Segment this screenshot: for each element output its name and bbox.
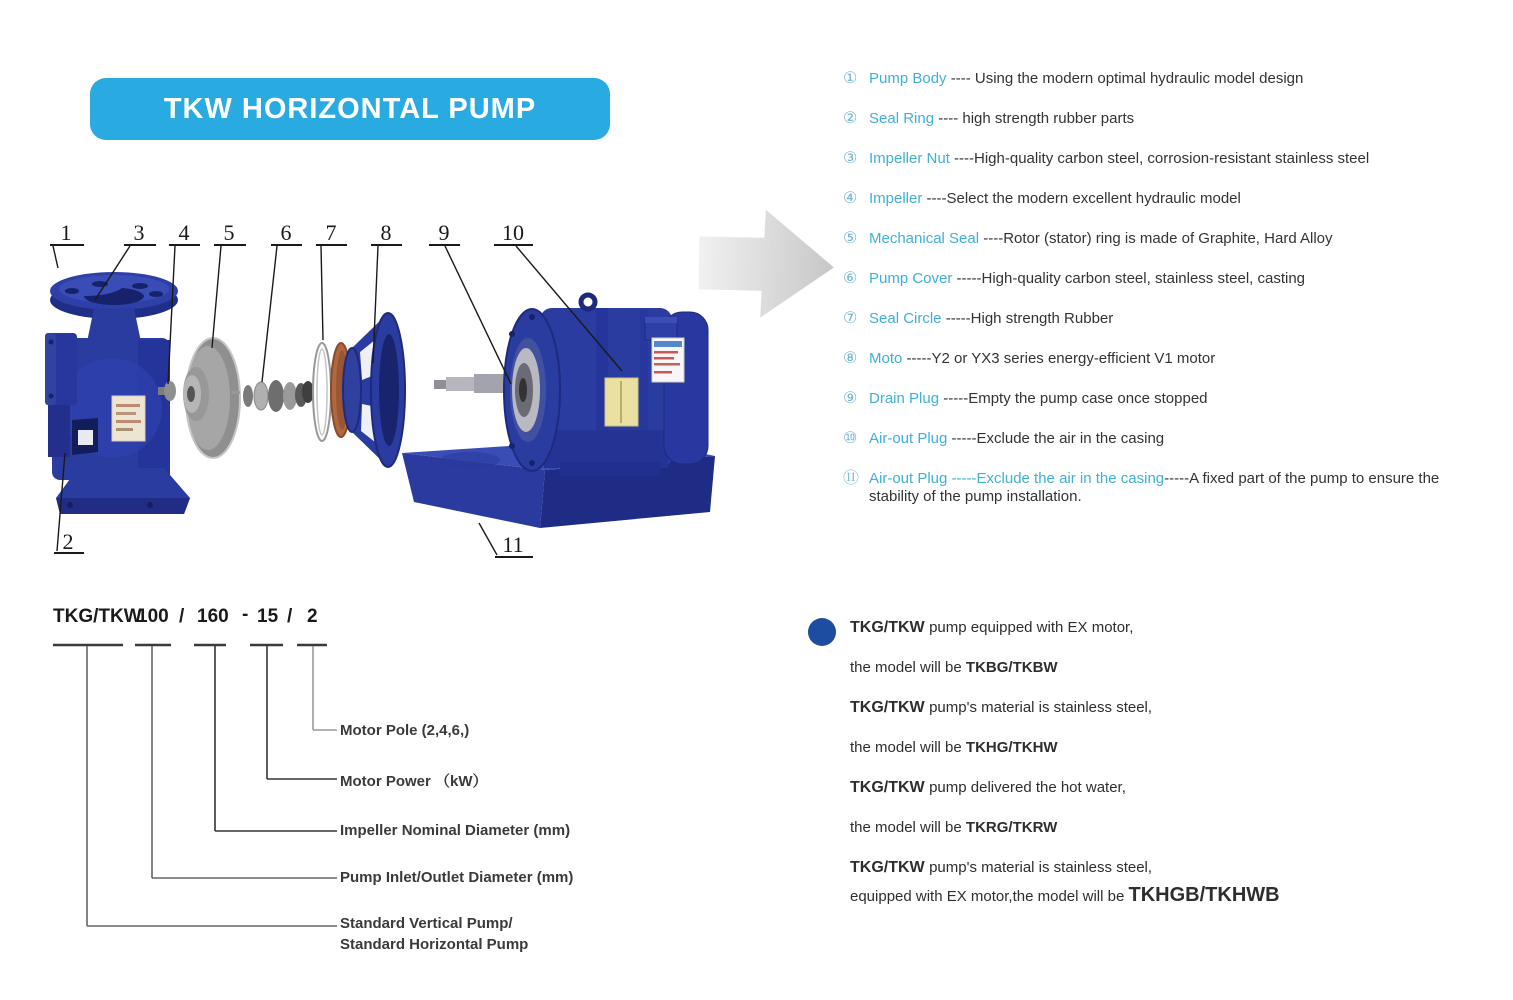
part-number-icon: ⑨: [843, 390, 858, 407]
callout-9: 9: [438, 220, 450, 245]
part-number-icon: ②: [843, 110, 858, 127]
part-number-icon: ⑤: [843, 230, 858, 247]
callout-7: 7: [325, 220, 337, 245]
impeller-illustration: [158, 338, 240, 458]
note-line: [850, 738, 1490, 757]
label-standard-vertical-pump: Standard Vertical Pump/: [340, 915, 513, 932]
part-number-icon: ⑦: [843, 310, 858, 327]
label-inlet-outlet-diameter: Pump Inlet/Outlet Diameter (mm): [340, 869, 574, 886]
part-item: [843, 390, 1493, 408]
part-name: Air-out Plug: [869, 470, 948, 487]
model-motor-power: 15: [257, 606, 279, 627]
label-standard-horizontal-pump: Standard Horizontal Pump: [340, 936, 529, 953]
part-desc: -----High-quality carbon steel, stainless steel, casting: [952, 270, 1306, 287]
part-desc: -----A fixed part of the pump to ensure the stability of the pump installation.: [869, 470, 1440, 505]
part-item: [843, 470, 1493, 506]
part-desc: -----Empty the pump case once stopped: [939, 390, 1208, 407]
part-desc: ----Select the modern excellent hydraulic model: [922, 190, 1241, 207]
part-item: [843, 350, 1493, 368]
part-desc: -----Y2 or YX3 series energy-efficient V1 motor: [902, 350, 1216, 367]
note-segment: TKG/TKW: [850, 699, 930, 716]
note-segment: TKHGB/TKHWB: [1128, 884, 1280, 906]
part-item: [843, 310, 1493, 328]
part-text: [869, 190, 1489, 208]
note-segment: the model will be: [850, 739, 966, 756]
bullet-icon: [808, 618, 836, 646]
callout-10: 10: [502, 220, 524, 245]
note-segment: TKBG/TKBW: [965, 659, 1058, 676]
note-line: [850, 858, 1490, 877]
label-motor-pole: Motor Pole (2,4,6,): [340, 722, 470, 739]
part-desc: ----High-quality carbon steel, corrosion-resistant stainless steel: [949, 150, 1370, 167]
parts-list: [843, 70, 1493, 528]
part-number-icon: ⑩: [843, 430, 858, 447]
part-number-icon: ⑪: [843, 470, 860, 487]
model-motor-pole: 2: [307, 606, 318, 627]
part-text: [869, 110, 1489, 128]
part-name: Seal Circle: [869, 310, 942, 327]
part-number-icon: ④: [843, 190, 858, 207]
part-number-icon: ③: [843, 150, 858, 167]
part-desc: ---- high strength rubber parts: [934, 110, 1135, 127]
note-line: [850, 618, 1490, 637]
part-text: [869, 70, 1489, 88]
part-item: [843, 190, 1493, 208]
model-connector-lines: [53, 645, 337, 926]
part-desc-highlight: -----Exclude the air in the casing: [947, 470, 1165, 487]
callout-4: 4: [178, 220, 190, 245]
note-segment: the model will be: [850, 659, 966, 676]
note-line: [850, 818, 1490, 837]
note-segment: TKG/TKW: [850, 779, 930, 796]
note-segment: pump's material is stainless steel,: [929, 699, 1153, 716]
part-item: [843, 230, 1493, 248]
note-segment: TKG/TKW: [850, 619, 930, 636]
part-name: Pump Body: [869, 70, 947, 87]
part-text: [869, 430, 1489, 448]
part-name: Drain Plug: [869, 390, 940, 407]
part-item: [843, 70, 1493, 88]
part-name: Impeller: [869, 190, 923, 207]
part-desc: -----High strength Rubber: [941, 310, 1114, 327]
model-series: TKG/TKW: [53, 606, 142, 627]
part-name: Mechanical Seal: [869, 230, 980, 247]
callout-5: 5: [223, 220, 235, 245]
model-variant-notes: [850, 618, 1490, 927]
transition-arrow-icon: [695, 206, 836, 321]
part-name: Moto: [869, 350, 903, 367]
label-impeller-diameter: Impeller Nominal Diameter (mm): [340, 822, 571, 839]
model-separator: -: [242, 604, 249, 625]
page-title: TKW HORIZONTAL PUMP: [163, 92, 537, 125]
part-item: [843, 110, 1493, 128]
label-motor-power: Motor Power （kW）: [340, 773, 488, 790]
part-text: [869, 390, 1489, 408]
part-text: [869, 350, 1489, 368]
model-inlet-diameter: 100: [137, 606, 169, 627]
part-name: Air-out Plug: [869, 430, 948, 447]
note-line: [850, 778, 1490, 797]
model-separator: /: [287, 606, 293, 627]
note-segment: pump's material is stainless steel,: [929, 859, 1153, 876]
pump-cover-illustration: [313, 313, 405, 467]
note-line: [850, 886, 1490, 906]
part-number-icon: ⑧: [843, 350, 858, 367]
callout-2: 2: [62, 529, 74, 554]
part-text: [869, 150, 1489, 168]
callout-8: 8: [380, 220, 392, 245]
part-name: Impeller Nut: [869, 150, 950, 167]
note-segment: TKRG/TKRW: [965, 819, 1058, 836]
part-desc: -----Exclude the air in the casing: [947, 430, 1165, 447]
callout-11: 11: [502, 532, 524, 557]
part-desc: ----Rotor (stator) ring is made of Graphite, Hard Alloy: [979, 230, 1333, 247]
part-name: Seal Ring: [869, 110, 935, 127]
model-impeller-diameter: 160: [197, 606, 229, 627]
part-item: [843, 150, 1493, 168]
part-text: [869, 270, 1489, 288]
part-item: [843, 270, 1493, 288]
part-item: [843, 430, 1493, 448]
part-name: Pump Cover: [869, 270, 953, 287]
part-text: [869, 470, 1489, 506]
note-segment: TKHG/TKHW: [965, 739, 1058, 756]
part-number-icon: ①: [843, 70, 858, 87]
note-segment: equipped with EX motor,the model will be: [850, 888, 1129, 905]
callout-6: 6: [280, 220, 292, 245]
part-text: [869, 230, 1489, 248]
part-desc: ---- Using the modern optimal hydraulic model design: [946, 70, 1304, 87]
note-segment: pump equipped with EX motor,: [929, 619, 1134, 636]
note-line: [850, 658, 1490, 677]
model-separator: /: [179, 606, 185, 627]
part-text: [869, 310, 1489, 328]
note-segment: the model will be: [850, 819, 966, 836]
note-segment: pump delivered the hot water,: [929, 779, 1126, 796]
mechanical-seal-illustration: [232, 380, 314, 412]
note-segment: TKG/TKW: [850, 859, 930, 876]
part-number-icon: ⑥: [843, 270, 858, 287]
note-line: [850, 698, 1490, 717]
callout-3: 3: [133, 220, 145, 245]
callout-1: 1: [60, 220, 72, 245]
